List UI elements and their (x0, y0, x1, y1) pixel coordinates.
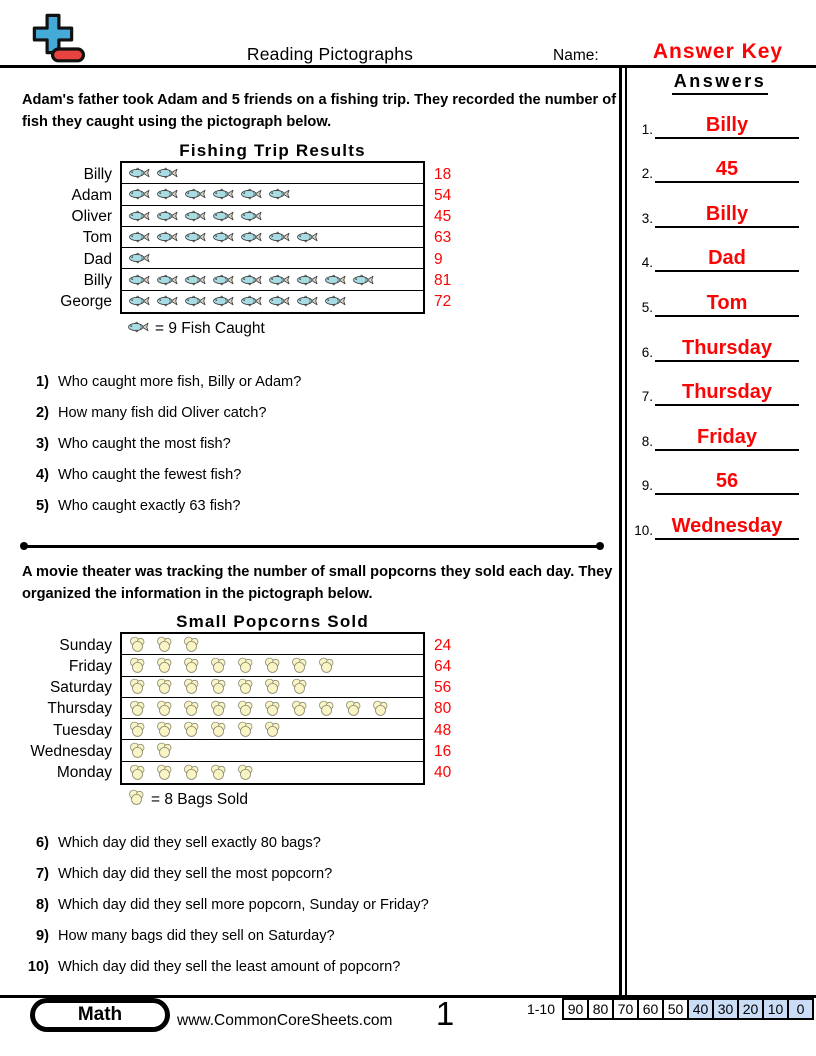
fish-icon (325, 274, 346, 286)
answer-text: Billy (705, 202, 749, 225)
legend-text: = 9 Fish Caught (155, 320, 265, 338)
pictograph-row (122, 163, 423, 184)
popcorn-icon (318, 657, 335, 674)
legend-text: = 8 Bags Sold (151, 791, 248, 809)
pictograph-row-label: Sunday (59, 636, 112, 654)
question-item (22, 835, 616, 866)
popcorn-icon (183, 764, 200, 781)
pictograph-row-value: 54 (434, 186, 452, 204)
grade-cell: 90 (562, 998, 589, 1020)
question-number: 3) (36, 436, 49, 452)
pictograph-row-value: 16 (434, 742, 452, 760)
fish-icon (269, 231, 290, 243)
pictograph-row-label: Billy (83, 165, 112, 183)
question-item (22, 866, 616, 897)
popcorn-icon (156, 657, 173, 674)
divider-dot-left (20, 542, 28, 550)
name-label: Name: (553, 47, 599, 64)
answer-blank-line (655, 470, 799, 495)
pictograph-row (122, 269, 423, 290)
section-divider (22, 545, 602, 548)
pictograph-title: Small Popcorns Sold (176, 612, 369, 631)
answer-item (628, 139, 812, 184)
answer-item (628, 495, 812, 540)
pictograph-row-value: 9 (434, 250, 443, 268)
popcorn-icon (237, 764, 254, 781)
fish-icon (241, 295, 262, 307)
answer-text: Thursday (681, 336, 773, 359)
answer-blank-line (655, 292, 799, 317)
answer-item (628, 94, 812, 139)
answer-number: 7. (641, 389, 653, 405)
question-text: Which day did they sell the least amount of popcorn? (58, 959, 401, 975)
question-item (22, 467, 616, 498)
popcorn-icon (291, 700, 308, 717)
answer-number: 5. (641, 299, 653, 315)
popcorn-icon (210, 700, 227, 717)
fish-icon (157, 274, 178, 286)
grade-cell: 80 (587, 998, 614, 1020)
fish-icon (297, 274, 318, 286)
answer-text: 56 (715, 470, 739, 493)
fish-icon (157, 167, 178, 179)
question-text: How many fish did Oliver catch? (58, 405, 267, 421)
pictograph-row (122, 698, 423, 719)
popcorn-icon (129, 721, 146, 738)
answer-item (628, 183, 812, 228)
pictograph-values (425, 161, 451, 314)
answer-key-label: Answer Key (652, 40, 784, 63)
fish-icon (128, 321, 149, 333)
question-number: 2) (36, 405, 49, 421)
question-text: Which day did they sell exactly 80 bags? (58, 835, 321, 851)
pictograph-row-value: 18 (434, 165, 452, 183)
pictograph-row-value: 56 (434, 679, 452, 697)
answer-blank-line (655, 515, 799, 540)
popcorn-icon (237, 700, 254, 717)
fish-icon (129, 210, 150, 222)
commoncoresheets-logo-icon (28, 11, 88, 67)
question-item (22, 928, 616, 959)
pictograph-row (122, 184, 423, 205)
popcorn-icon (156, 764, 173, 781)
fish-icon (213, 210, 234, 222)
legend-icon-slot (128, 320, 149, 338)
answers-heading-text: Answers (672, 71, 769, 95)
fish-icon (185, 295, 206, 307)
fish-icon (185, 274, 206, 286)
popcorn-icon (156, 636, 173, 653)
grade-cell: 0 (787, 998, 814, 1020)
fish-icon (269, 188, 290, 200)
grade-cell: 40 (687, 998, 714, 1020)
pictograph-fishing (22, 141, 612, 339)
popcorn-icon (129, 657, 146, 674)
question-text: Who caught the most fish? (58, 436, 231, 452)
question-number: 9) (36, 928, 49, 944)
pictograph-row-label: Thursday (47, 700, 112, 718)
question-number: 6) (36, 835, 49, 851)
question-text: Which day did they sell more popcorn, Sunday or Friday? (58, 897, 429, 913)
grading-scale (527, 998, 814, 1020)
grade-cell: 20 (737, 998, 764, 1020)
website-text: www.CommonCoreSheets.com (177, 1012, 393, 1029)
popcorn-icon (291, 678, 308, 695)
popcorn-icon (237, 657, 254, 674)
question-text: Who caught the fewest fish? (58, 467, 242, 483)
popcorn-icon (264, 700, 281, 717)
pictograph-row-value: 80 (434, 700, 452, 718)
pictograph-popcorn (22, 612, 612, 810)
pictograph-labels (22, 161, 120, 314)
question-item (22, 405, 616, 436)
answer-number: 8. (641, 433, 653, 449)
fish-icon (157, 295, 178, 307)
popcorn-icon (264, 657, 281, 674)
answers-column-divider (619, 67, 627, 996)
pictograph-row-label: Oliver (71, 208, 112, 226)
answer-number: 10. (634, 522, 653, 538)
popcorn-icon (372, 700, 389, 717)
pictograph-row-value: 72 (434, 293, 452, 311)
answer-number: 1. (641, 121, 653, 137)
pictograph-row-value: 81 (434, 271, 452, 289)
popcorn-icon (237, 721, 254, 738)
answer-number: 2. (641, 166, 653, 182)
pictograph-row (122, 291, 423, 312)
subject-badge-label: Math (34, 1002, 166, 1028)
pictograph-row-value: 63 (434, 229, 452, 247)
fish-icon (129, 188, 150, 200)
question-item (22, 897, 616, 928)
popcorn-icon (183, 657, 200, 674)
popcorn-icon (210, 764, 227, 781)
popcorn-icon (183, 678, 200, 695)
answer-item (628, 228, 812, 273)
fish-icon (297, 295, 318, 307)
pictograph-body (22, 161, 612, 314)
grading-cells (562, 998, 814, 1020)
answer-blank-line (655, 426, 799, 451)
answers-heading (628, 71, 812, 95)
popcorn-icon (264, 678, 281, 695)
fish-icon (269, 295, 290, 307)
pictograph-row-value: 24 (434, 636, 452, 654)
popcorn-icon (156, 721, 173, 738)
popcorn-icon (156, 742, 173, 759)
pictograph-labels (22, 632, 120, 785)
fish-icon (129, 167, 150, 179)
pictograph-row-value: 40 (434, 764, 452, 782)
popcorn-icon (129, 636, 146, 653)
question-number: 8) (36, 897, 49, 913)
fish-icon (129, 295, 150, 307)
popcorn-icon (291, 657, 308, 674)
fish-icon (213, 274, 234, 286)
pictograph-row (122, 677, 423, 698)
answer-item (628, 451, 812, 496)
pictograph-row (122, 655, 423, 676)
popcorn-icon (345, 700, 362, 717)
section-intro: Adam's father took Adam and 5 friends on a fishing trip. They recorded the number of fish they caught using the pictograph below. (22, 92, 617, 130)
popcorn-icon (129, 764, 146, 781)
popcorn-icon (156, 678, 173, 695)
question-text: Who caught more fish, Billy or Adam? (58, 374, 302, 390)
fish-icon (185, 210, 206, 222)
grade-cell: 60 (637, 998, 664, 1020)
pictograph-row (122, 248, 423, 269)
fish-icon (157, 188, 178, 200)
answer-item (628, 272, 812, 317)
pictograph-row (122, 206, 423, 227)
answer-text: Friday (696, 425, 758, 448)
answer-blank-line (655, 337, 799, 362)
pictograph-row-label: Tuesday (53, 721, 112, 739)
answer-text: Billy (705, 113, 749, 136)
fish-icon (213, 295, 234, 307)
pictograph-legend (128, 319, 612, 339)
answer-number: 6. (641, 344, 653, 360)
fish-icon (129, 252, 150, 264)
pictograph-row-label: George (60, 293, 112, 311)
fish-icon (241, 231, 262, 243)
fish-icon (185, 231, 206, 243)
fish-icon (213, 188, 234, 200)
section-intro: A movie theater was tracking the number of small popcorns they sold each day. They organized the information in the pictograph below. (22, 564, 613, 602)
pictograph-values (425, 632, 451, 785)
grade-cell: 30 (712, 998, 739, 1020)
popcorn-icon (183, 636, 200, 653)
pictograph-row (122, 762, 423, 783)
pictograph-body (22, 632, 612, 785)
pictograph-row-label: Friday (68, 657, 112, 675)
divider-dot-right (596, 542, 604, 550)
pictograph-row-label: Saturday (49, 679, 112, 697)
question-item (22, 959, 616, 990)
popcorn-icon (237, 678, 254, 695)
question-number: 4) (36, 467, 49, 483)
question-item (22, 374, 616, 405)
popcorn-icon (264, 721, 281, 738)
answer-text: 45 (715, 158, 739, 181)
question-item (22, 436, 616, 467)
popcorn-icon (129, 678, 146, 695)
answer-text: Wednesday (671, 514, 783, 537)
answer-item (628, 406, 812, 451)
answer-text: Tom (706, 291, 748, 314)
popcorn-icon (210, 657, 227, 674)
fish-icon (353, 274, 374, 286)
question-text: Who caught exactly 63 fish? (58, 498, 241, 514)
popcorn-icon (183, 700, 200, 717)
question-text: Which day did they sell the most popcorn? (58, 866, 333, 882)
pictograph-row-label: Tom (82, 229, 112, 247)
pictograph-row-label: Monday (56, 764, 112, 782)
pictograph-row-label: Billy (83, 271, 112, 289)
answer-number: 4. (641, 255, 653, 271)
question-number: 5) (36, 498, 49, 514)
answer-blank-line (655, 114, 799, 139)
pictograph-title: Fishing Trip Results (179, 141, 366, 160)
grading-range-label: 1-10 (526, 1001, 555, 1017)
answers-panel (628, 71, 812, 631)
pictograph-row (122, 227, 423, 248)
answers-list (628, 94, 812, 540)
header-divider (0, 65, 816, 68)
popcorn-icon (183, 721, 200, 738)
pictograph-grid (120, 632, 425, 785)
grade-cell: 10 (762, 998, 789, 1020)
fish-icon (241, 188, 262, 200)
popcorn-icon (210, 721, 227, 738)
legend-icon-slot (128, 789, 145, 811)
pictograph-row-label: Wednesday (30, 742, 112, 760)
answer-number: 3. (641, 210, 653, 226)
pictograph-row-label: Dad (83, 250, 112, 268)
question-list (22, 835, 616, 990)
question-number: 10) (27, 959, 49, 975)
question-text: How many bags did they sell on Saturday? (58, 928, 335, 944)
fish-icon (185, 188, 206, 200)
page-number: 1 (435, 995, 455, 1032)
popcorn-icon (318, 700, 335, 717)
fish-icon (213, 231, 234, 243)
pictograph-row-value: 48 (434, 721, 452, 739)
answer-blank-line (655, 203, 799, 228)
question-item (22, 498, 616, 529)
pictograph-legend (128, 790, 612, 810)
answer-text: Dad (708, 247, 746, 270)
popcorn-icon (129, 700, 146, 717)
answer-blank-line (655, 381, 799, 406)
popcorn-icon (210, 678, 227, 695)
grade-cell: 50 (662, 998, 689, 1020)
subject-badge (30, 998, 170, 1032)
pictograph-row-value: 64 (434, 657, 452, 675)
question-number: 1) (36, 374, 49, 390)
fish-icon (297, 231, 318, 243)
pictograph-row (122, 634, 423, 655)
answer-number: 9. (641, 478, 653, 494)
fish-icon (157, 231, 178, 243)
pictograph-row (122, 719, 423, 740)
pictograph-grid (120, 161, 425, 314)
fish-icon (241, 274, 262, 286)
pictograph-row (122, 740, 423, 761)
fish-icon (241, 210, 262, 222)
popcorn-icon (129, 742, 146, 759)
answer-text: Thursday (681, 381, 773, 404)
question-list (22, 374, 616, 529)
pictograph-row-label: Adam (71, 186, 112, 204)
answer-blank-line (655, 158, 799, 183)
pictograph-row-value: 45 (434, 208, 452, 226)
question-number: 7) (36, 866, 49, 882)
fish-icon (129, 231, 150, 243)
fish-icon (129, 274, 150, 286)
answer-blank-line (655, 247, 799, 272)
answer-item (628, 317, 812, 362)
popcorn-icon (156, 700, 173, 717)
fish-icon (269, 274, 290, 286)
fish-icon (325, 295, 346, 307)
worksheet-title: Reading Pictographs (246, 44, 414, 64)
answer-item (628, 362, 812, 407)
fish-icon (157, 210, 178, 222)
grade-cell: 70 (612, 998, 639, 1020)
popcorn-icon (128, 789, 145, 806)
